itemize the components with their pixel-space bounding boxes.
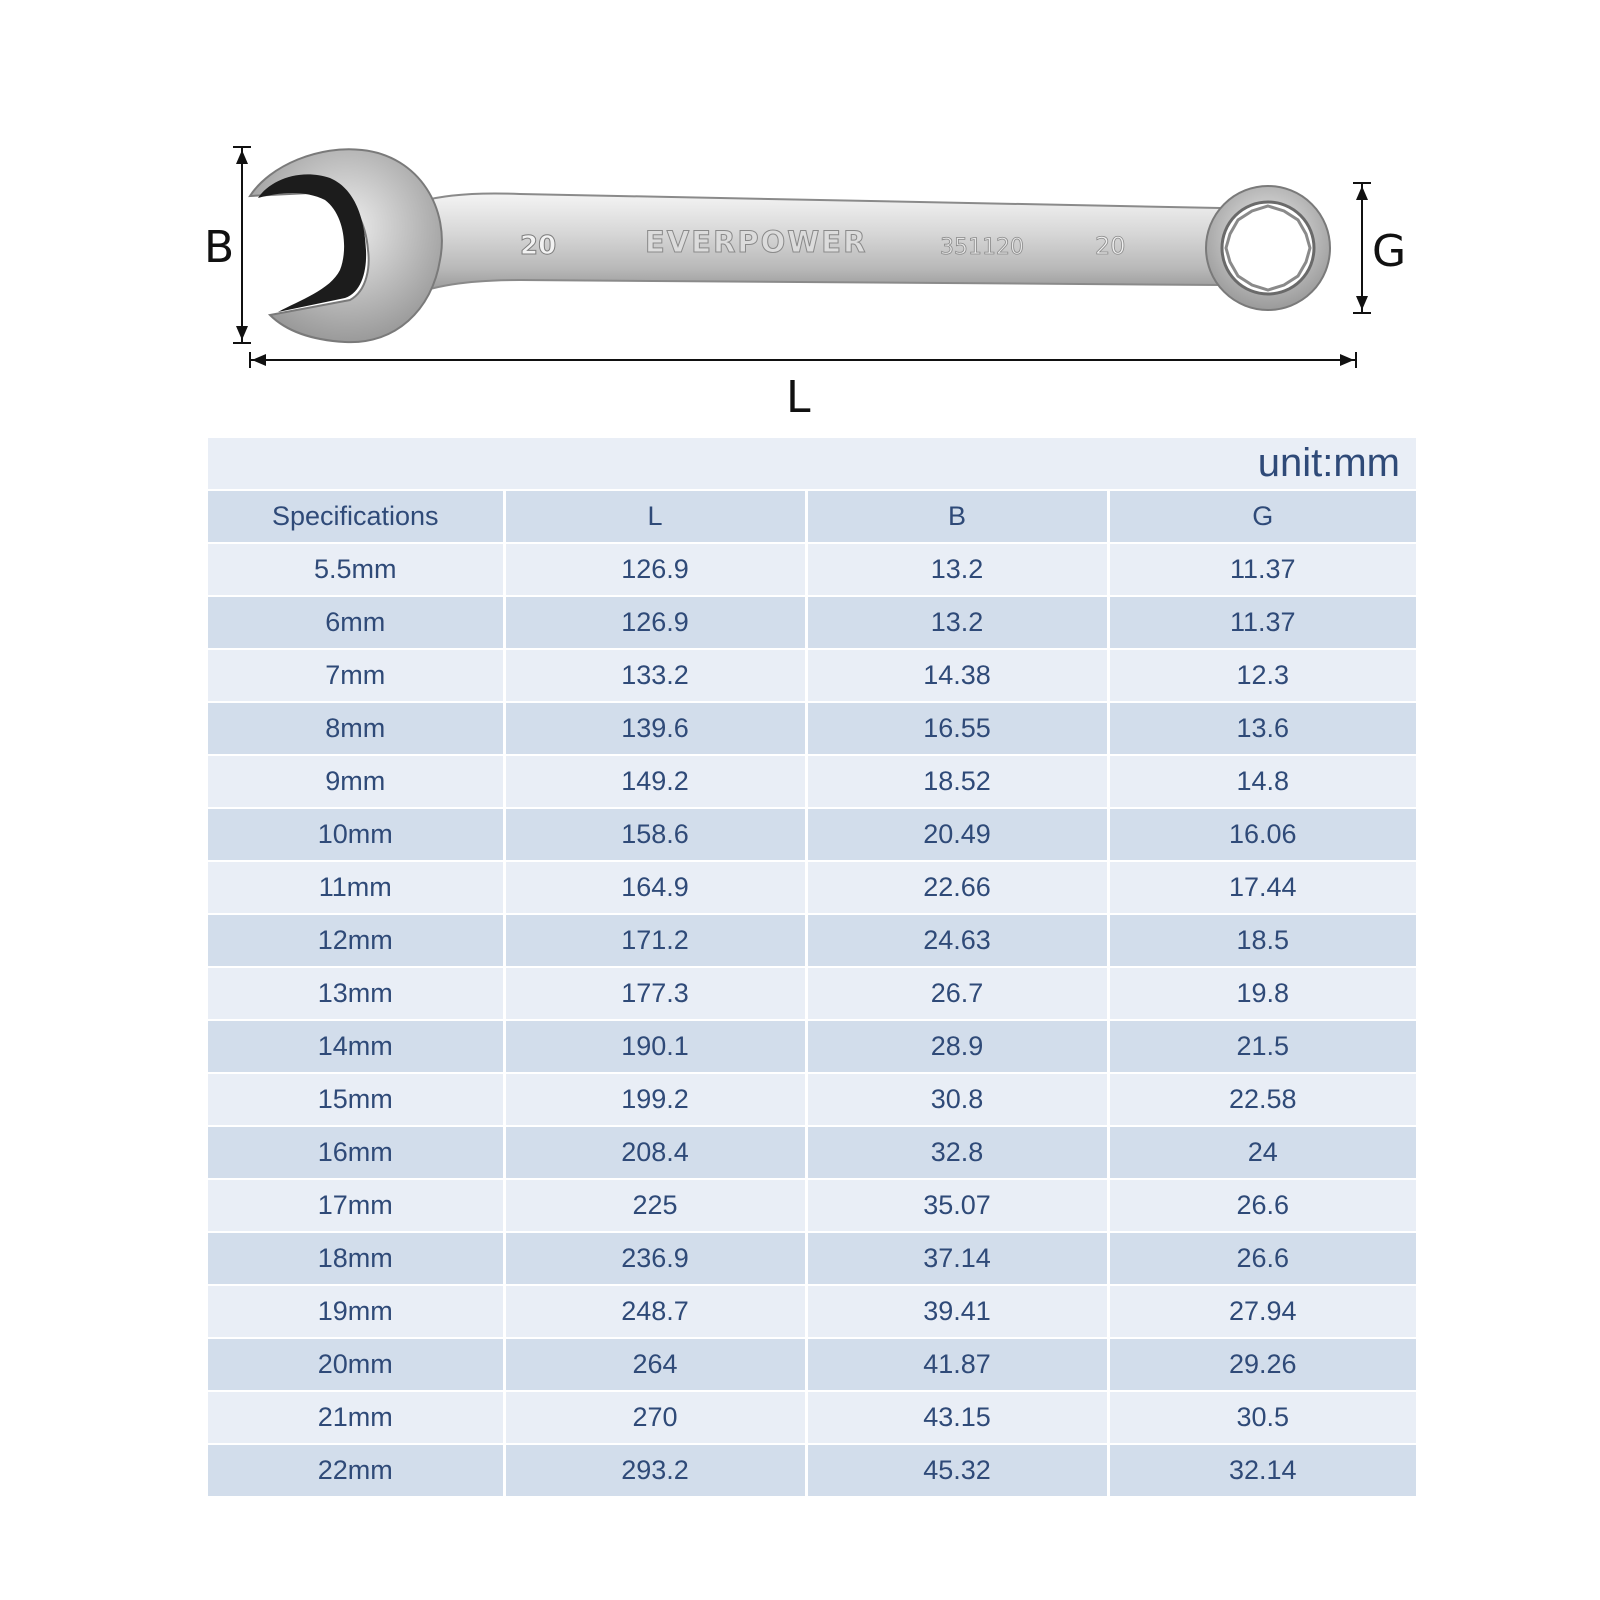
cell-g: 26.6 [1108,1179,1416,1232]
cell-g: 32.14 [1108,1444,1416,1497]
cell-g: 29.26 [1108,1338,1416,1391]
cell-l: 126.9 [504,596,806,649]
cell-b: 16.55 [806,702,1108,755]
cell-spec: 15mm [208,1073,504,1126]
cell-spec: 17mm [208,1179,504,1232]
cell-spec: 11mm [208,861,504,914]
cell-b: 35.07 [806,1179,1108,1232]
label-l: L [786,372,811,423]
cell-b: 18.52 [806,755,1108,808]
cell-spec: 5.5mm [208,543,504,596]
cell-g: 11.37 [1108,596,1416,649]
cell-b: 24.63 [806,914,1108,967]
cell-b: 13.2 [806,596,1108,649]
cell-l: 139.6 [504,702,806,755]
table-row [208,543,1416,596]
cell-b: 39.41 [806,1285,1108,1338]
cell-l: 164.9 [504,861,806,914]
cell-spec: 19mm [208,1285,504,1338]
label-b: B [204,222,235,273]
cell-spec: 6mm [208,596,504,649]
cell-spec: 22mm [208,1444,504,1497]
header-b: B [806,490,1108,543]
table-row [208,1444,1416,1497]
cell-g: 19.8 [1108,967,1416,1020]
cell-g: 17.44 [1108,861,1416,914]
cell-spec: 14mm [208,1020,504,1073]
label-g: G [1372,226,1407,277]
cell-spec: 21mm [208,1391,504,1444]
table-row [208,755,1416,808]
table-row [208,702,1416,755]
cell-l: 126.9 [504,543,806,596]
cell-g: 16.06 [1108,808,1416,861]
cell-g: 24 [1108,1126,1416,1179]
table-row [208,1391,1416,1444]
cell-g: 12.3 [1108,649,1416,702]
unit-label: unit:mm [1257,441,1400,485]
cell-l: 133.2 [504,649,806,702]
cell-l: 248.7 [504,1285,806,1338]
spec-table [208,438,1416,1498]
cell-l: 236.9 [504,1232,806,1285]
cell-spec: 18mm [208,1232,504,1285]
cell-spec: 9mm [208,755,504,808]
table-header-row [208,490,1416,543]
table-row [208,808,1416,861]
table-row [208,967,1416,1020]
cell-spec: 12mm [208,914,504,967]
table-row [208,1126,1416,1179]
cell-l: 190.1 [504,1020,806,1073]
table-row [208,1232,1416,1285]
cell-l: 149.2 [504,755,806,808]
cell-spec: 7mm [208,649,504,702]
cell-l: 208.4 [504,1126,806,1179]
table-row [208,914,1416,967]
cell-b: 26.7 [806,967,1108,1020]
cell-b: 43.15 [806,1391,1108,1444]
cell-l: 199.2 [504,1073,806,1126]
cell-spec: 13mm [208,967,504,1020]
cell-l: 171.2 [504,914,806,967]
engraving-size-right: 20 [1095,232,1126,260]
cell-g: 26.6 [1108,1232,1416,1285]
cell-g: 21.5 [1108,1020,1416,1073]
cell-l: 225 [504,1179,806,1232]
cell-spec: 10mm [208,808,504,861]
cell-b: 32.8 [806,1126,1108,1179]
cell-b: 13.2 [806,543,1108,596]
table-row [208,861,1416,914]
cell-l: 158.6 [504,808,806,861]
cell-b: 30.8 [806,1073,1108,1126]
cell-g: 14.8 [1108,755,1416,808]
cell-b: 45.32 [806,1444,1108,1497]
cell-b: 14.38 [806,649,1108,702]
unit-row [208,438,1416,490]
table-row [208,596,1416,649]
table-row [208,649,1416,702]
table-row [208,1338,1416,1391]
engraving-model: 351120 [940,235,1024,260]
cell-spec: 8mm [208,702,504,755]
table-row [208,1285,1416,1338]
engraving-size-left: 20 [520,231,557,261]
cell-spec: 16mm [208,1126,504,1179]
cell-g: 22.58 [1108,1073,1416,1126]
cell-b: 28.9 [806,1020,1108,1073]
cell-l: 270 [504,1391,806,1444]
cell-g: 11.37 [1108,543,1416,596]
engraving-brand: EVERPOWER [645,225,868,259]
cell-b: 20.49 [806,808,1108,861]
cell-spec: 20mm [208,1338,504,1391]
cell-l: 177.3 [504,967,806,1020]
table-row [208,1073,1416,1126]
cell-g: 27.94 [1108,1285,1416,1338]
cell-g: 30.5 [1108,1391,1416,1444]
table-row [208,1020,1416,1073]
header-g: G [1108,490,1416,543]
cell-l: 264 [504,1338,806,1391]
table-row [208,1179,1416,1232]
cell-g: 13.6 [1108,702,1416,755]
cell-b: 37.14 [806,1232,1108,1285]
cell-b: 41.87 [806,1338,1108,1391]
cell-b: 22.66 [806,861,1108,914]
cell-g: 18.5 [1108,914,1416,967]
header-l: L [504,490,806,543]
header-specifications: Specifications [208,490,504,543]
cell-l: 293.2 [504,1444,806,1497]
